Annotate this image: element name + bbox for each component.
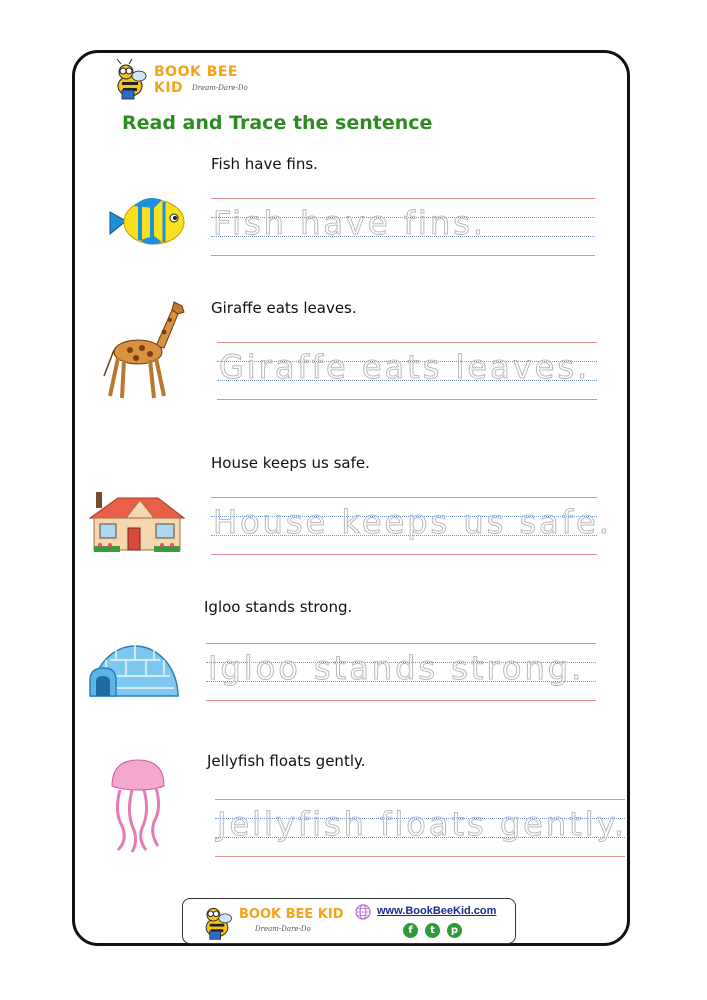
trace-area[interactable] <box>211 198 595 256</box>
globe-icon <box>355 904 371 920</box>
trace-text: Jellyfish floats gently. <box>217 805 628 843</box>
website-link[interactable]: www.BookBeeKid.com <box>377 905 497 917</box>
twitter-icon[interactable]: t <box>425 923 440 938</box>
trace-area[interactable] <box>211 497 612 555</box>
bee-icon <box>197 902 237 942</box>
facebook-icon[interactable]: f <box>403 923 418 938</box>
fish-icon <box>106 192 188 250</box>
trace-area[interactable] <box>215 799 628 857</box>
trace-text: Giraffe eats leaves. <box>219 348 591 386</box>
trace-text: Igloo stands strong. <box>208 649 585 687</box>
house-icon <box>88 490 186 556</box>
footer-brand-name: BOOK BEE KID <box>239 907 344 922</box>
sentence-label: House keeps us safe. <box>211 454 370 472</box>
brand-tagline: Dream-Dare-Do <box>192 84 248 92</box>
pinterest-icon[interactable]: p <box>447 923 462 938</box>
trace-area[interactable] <box>217 342 597 400</box>
sentence-label: Giraffe eats leaves. <box>211 299 357 317</box>
page-title: Read and Trace the sentence <box>122 112 433 134</box>
igloo-icon <box>86 632 184 700</box>
sentence-label: Igloo stands strong. <box>204 598 353 616</box>
footer-banner <box>182 898 516 944</box>
jellyfish-icon <box>104 756 170 854</box>
brand-logo <box>108 58 258 102</box>
sentence-label: Fish have fins. <box>211 155 318 173</box>
sentence-label: Jellyfish floats gently. <box>207 752 366 770</box>
trace-text: Fish have fins. <box>213 204 487 242</box>
trace-area[interactable] <box>206 643 596 701</box>
brand-name: BOOK BEE KID <box>154 64 238 96</box>
footer-brand-tagline: Dream-Dare-Do <box>255 925 311 933</box>
bee-icon <box>108 58 152 102</box>
trace-text: House keeps us safe. <box>213 503 612 541</box>
giraffe-icon <box>98 296 192 402</box>
